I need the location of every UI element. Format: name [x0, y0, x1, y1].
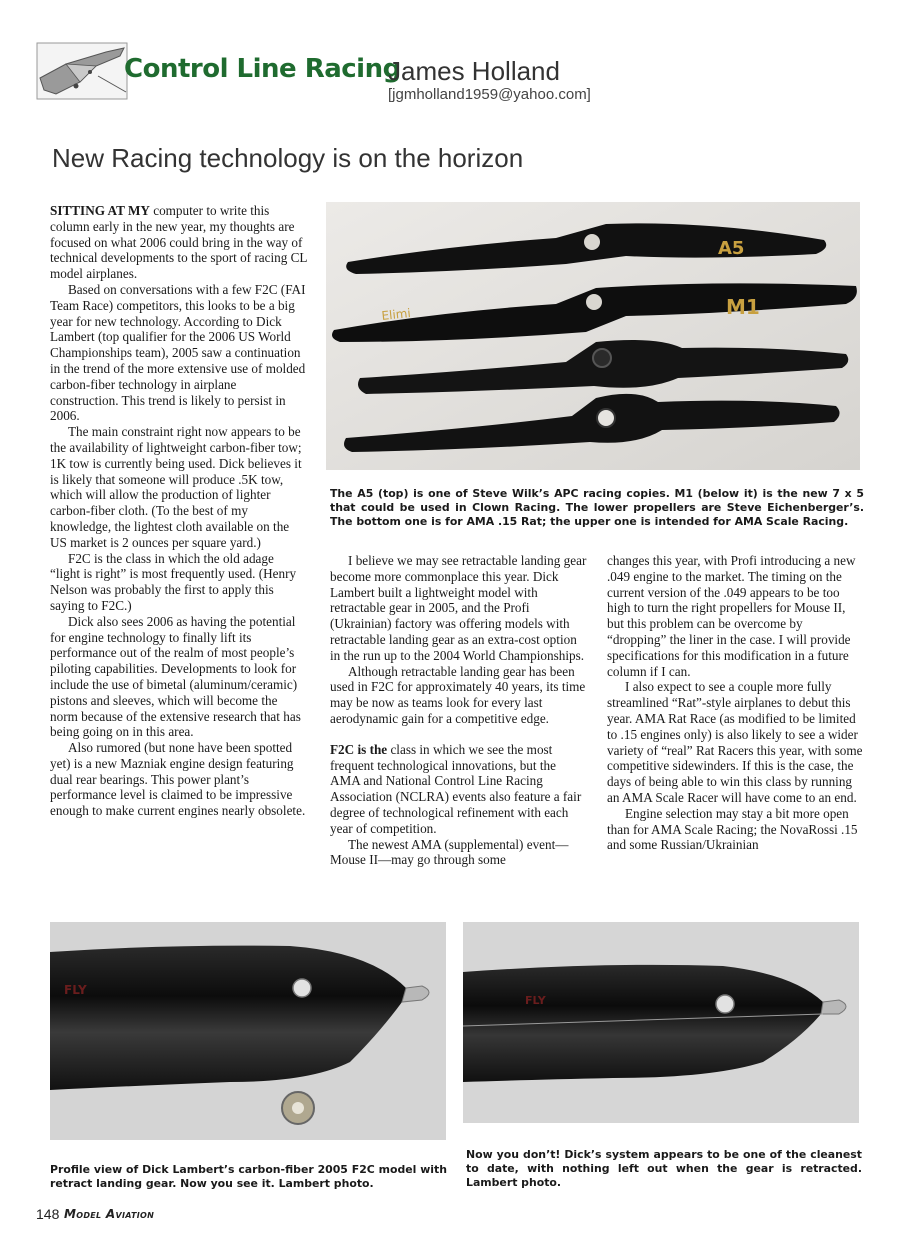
paragraph [330, 742, 588, 837]
article-headline: New Racing technology is on the horizon [52, 143, 524, 173]
wing-gear-extended-photo [50, 922, 446, 1140]
author-email: [jgmholland1959@yahoo.com] [388, 86, 591, 103]
wing-marking: FLY [64, 983, 87, 997]
lead-in: F2C is the [330, 741, 388, 757]
article-column-1 [50, 203, 307, 819]
paragraph: Although retractable landing gear has been used in F2C for approximately 40 years, its time may be now as teams look for every last aerodynamic gain for a competitive edge. [330, 663, 586, 726]
propellers-photo-caption: The A5 (top) is one of Steve Wilk’s APC racing copies. M1 (below it) is the new 7 x 5 that could be used in Clown Racing. The lower propellers are Steve Eichenberger’s. The bottom one is for AMA .15 Rat; the upper one is intended for AMA Scale Racing. [330, 487, 864, 528]
wing-gear-retracted-photo [463, 922, 859, 1123]
prop-marking-m1: M1 [726, 295, 760, 319]
paragraph: I believe we may see retractable landing gear become more commonplace this year. Dick Lambert built a lightweight model with retractable gear in 2005, and the Profi (Ukrainian) factory was offering models with retractable landing gear as an extra-cost option in the run up to the 2004 World Championships. [330, 553, 587, 663]
article-column-3 [607, 553, 865, 853]
prop-marking-a5: A5 [718, 238, 745, 259]
paragraph-text: class in which we see the most frequent technological innovations, but the AMA and National Control Line Racing Association (NCLRA) events also feature a fair degree of technological refinement with each year of competition. [330, 741, 582, 836]
prop-marking-elimi: Elimi [380, 305, 412, 323]
paragraph: I also expect to see a couple more fully streamlined “Rat”-style airplanes to debut this year. AMA Rat Race (as modified to be limited to .15 engines only) is also likely to see a wider variety of “real” Rat Racers this year, with some competitive sidewinders. If this is the case, the days of being able to win this class by running an AMA Scale Racer will have come to an end. [607, 679, 863, 805]
propellers-photo [326, 202, 860, 470]
paragraph-text: computer to write this column early in the new year, my thoughts are focused on what 2006 could bring in the way of technical developments to the sport of racing CL model airplanes. [50, 203, 307, 282]
wing-gear-extended-caption: Profile view of Dick Lambert’s carbon-fiber 2005 F2C model with retract landing gear. Now you see it. Lambert photo. [50, 1163, 447, 1190]
magazine-name: Model Aviation [64, 1207, 155, 1221]
lead-in: SITTING AT MY [50, 203, 150, 218]
article-column-2 [330, 553, 588, 868]
section-title: Control Line Racing [124, 54, 401, 84]
control-line-plane-icon [36, 42, 128, 100]
paragraph: Dick also sees 2006 as having the potential for engine technology to finally lift its performance out of the realm of most people’s piloting capabilities. Developments to look for include the use of bimetal (aluminum/ceramic) pistons and sleeves, which will become the norm because of the extensive research that has being going on in this area. [50, 613, 301, 740]
wing-marking: FLY [525, 994, 546, 1007]
paragraph [50, 203, 307, 282]
paragraph: Engine selection may stay a bit more open than for AMA Scale Racing; the NovaRossi .15 and some Russian/Ukrainian [607, 805, 858, 853]
paragraph: The main constraint right now appears to be the availability of lightweight carbon-fiber tow; 1K tow is currently being used. Dick believes it is likely that someone will produce .5K tow, which will allow the production of lighter carbon-fiber cloth. (To the best of my knowledge, the lightest cloth available on the US market is 2 ounces per square yard.) [50, 424, 302, 550]
page-number: 148 [36, 1206, 60, 1222]
paragraph: The newest AMA (supplemental) event—Mouse II—may go through some [330, 836, 569, 868]
paragraph: Based on conversations with a few F2C (FAI Team Race) competitors, this looks to be a big year for new technology. According to Dick Lambert (top qualifier for the 2006 US World Championships team), 2005 saw a continuation in the trend of the more extensive use of molded carbon-fiber technology in airplane construction. This trend is likely to persist in 2006. [50, 281, 306, 424]
author-name: James Holland [388, 56, 560, 86]
wing-gear-retracted-caption: Now you don’t! Dick’s system appears to be one of the cleanest to date, with nothing left out when the gear is retracted. Lambert photo. [466, 1148, 862, 1189]
paragraph: changes this year, with Profi introducing a new .049 engine to the market. The timing on the current version of the .049 appears to be too high to turn the right propellers for Mouse II, but this problem can be overcome by “dropping” the liner in the case. I will provide specifications for this modification in a future column if I can. [607, 553, 856, 679]
paragraph: F2C is the class in which the old adage “light is right” is most frequently used. (Henry Nelson was probably the first to apply this saying to F2C.) [50, 550, 297, 613]
paragraph: Also rumored (but none have been spotted yet) is a new Mazniak engine design featuring dual rear bearings. This power plant’s performance level is claimed to be impressive enough to make current engines nearly obsolete. [50, 740, 306, 819]
